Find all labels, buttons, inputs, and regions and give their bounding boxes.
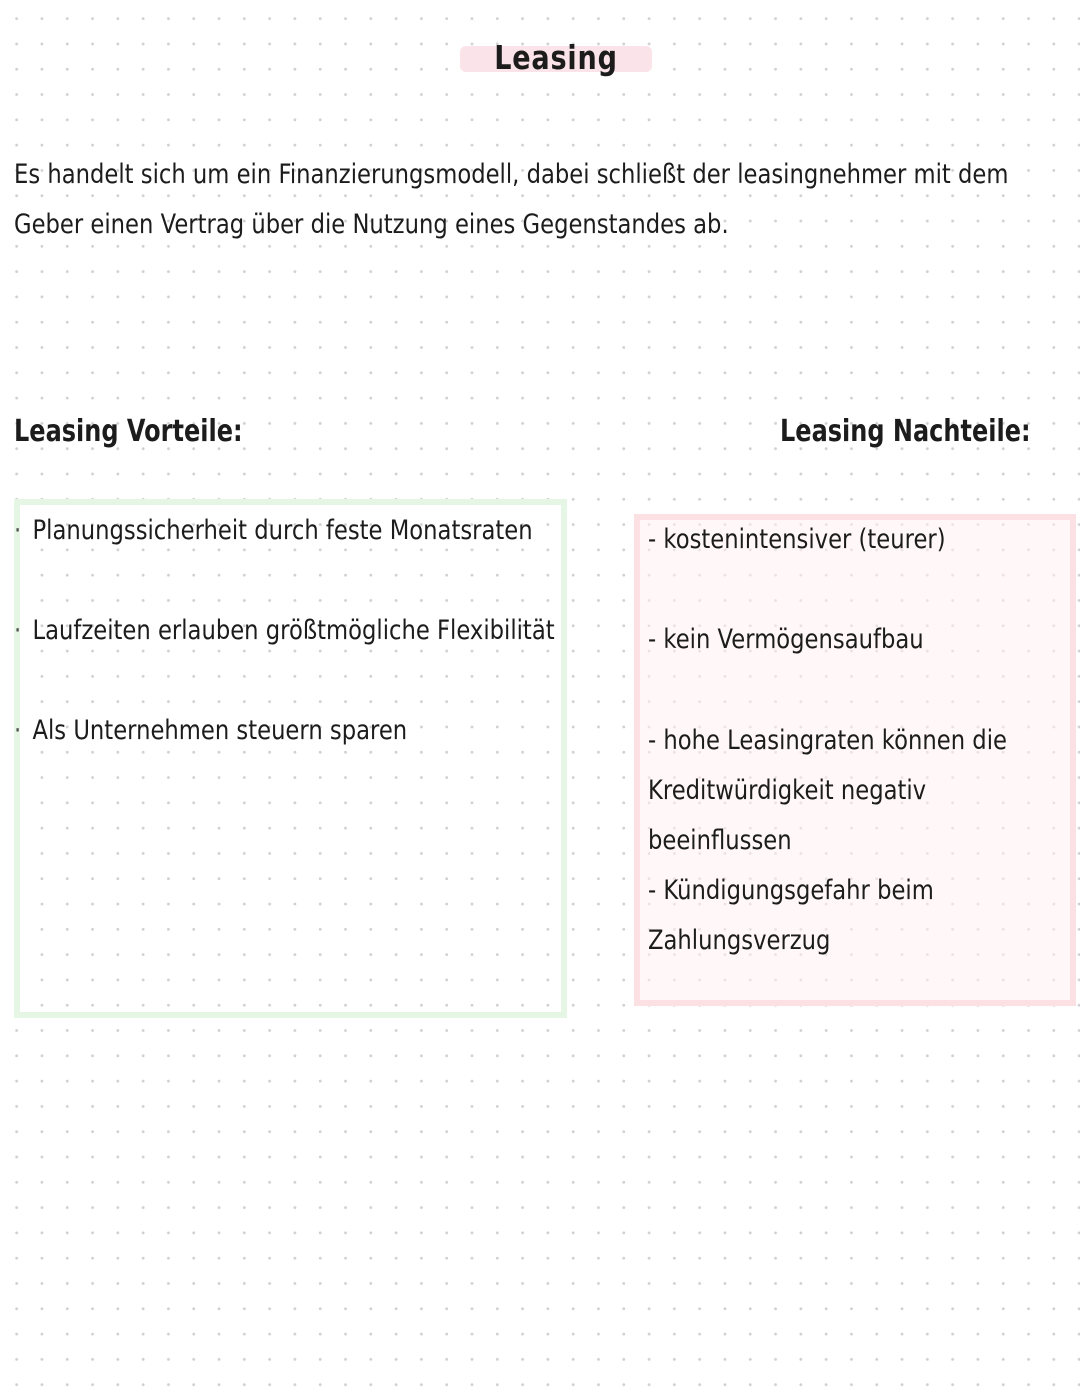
pro-item-text: Laufzeiten erlauben größtmögliche Flexibilität xyxy=(32,615,555,646)
intro-text: Es handelt sich um ein Finanzierungsmodell, dabei schließt der leasingnehmer mit dem Geber einen Vertrag über die Nutzung eines Gegenstandes ab. xyxy=(14,159,1009,240)
pro-item-text: Als Unternehmen steuern sparen xyxy=(32,715,408,746)
title-block xyxy=(460,36,652,82)
cons-heading: Leasing Nachteile: xyxy=(780,414,1031,449)
list-item xyxy=(14,515,533,546)
pro-item-text: Planungssicherheit durch feste Monatsraten xyxy=(32,515,533,546)
page-title: Leasing xyxy=(494,38,618,77)
bullet-marker: · xyxy=(14,615,22,646)
list-item xyxy=(14,715,407,746)
list-item: - kein Vermögensaufbau xyxy=(648,624,924,655)
bullet-marker: · xyxy=(14,515,22,546)
list-item: - Kündigungsgefahr beim Zahlungsverzug xyxy=(648,875,934,956)
pros-box xyxy=(14,499,567,1018)
pros-heading: Leasing Vorteile: xyxy=(14,414,243,449)
list-item: - hohe Leasingraten können die Kreditwürdigkeit negativ beeinflussen xyxy=(648,725,1007,856)
bullet-marker: · xyxy=(14,715,22,746)
list-item: - kostenintensiver (teurer) xyxy=(648,524,946,555)
list-item xyxy=(14,615,555,646)
